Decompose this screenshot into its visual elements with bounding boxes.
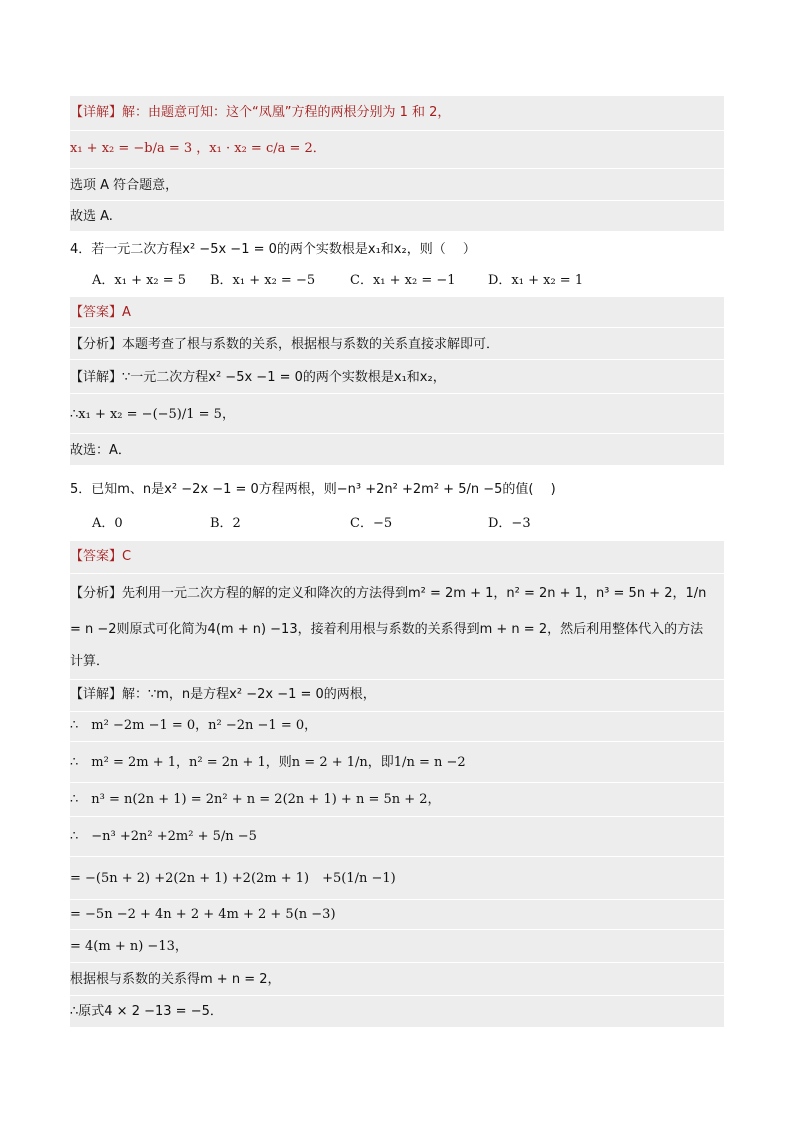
divider <box>70 816 724 817</box>
answer-label: 【答案】C <box>70 549 132 564</box>
detail-line: ∴ n³ = n(2n + 1) = 2n² + n = 2(2n + 1) + n = 5n + 2， <box>70 792 441 807</box>
formula-line: ∴x₁ + x₂ = −(−5)/1 = 5， <box>70 407 235 422</box>
option-b[interactable]: B．2 <box>210 516 241 531</box>
question-4-stem: 4．若一元二次方程x² −5x −1 = 0的两个实数根是x₁和x₂，则（ ） <box>70 242 476 257</box>
detail-line: = 4(m + n) −13， <box>70 939 188 954</box>
divider <box>70 168 724 169</box>
divider <box>70 711 724 712</box>
divider <box>70 359 724 360</box>
detail-line: 选项 A 符合题意， <box>70 178 179 193</box>
detail-line: 【详解】解：由题意可知：这个“凤凰”方程的两根分别为 1 和 2， <box>70 105 451 120</box>
analysis-line: 计算． <box>70 654 110 669</box>
detail-line: ∴ m² = 2m + 1，n² = 2n + 1，则n = 2 + 1/n，即1/n = n −2 <box>70 755 466 770</box>
option-a[interactable]: A．x₁ + x₂ = 5 <box>92 273 187 288</box>
option-b[interactable]: B．x₁ + x₂ = −5 <box>210 273 316 288</box>
analysis-line: 【分析】本题考查了根与系数的关系，根据根与系数的关系直接求解即可． <box>70 337 500 352</box>
detail-line: 故选 A. <box>70 209 113 224</box>
question-5-stem: 5．已知m、n是x² −2x −1 = 0方程两根，则−n³ +2n² +2m² + 5/n −5的值( ) <box>70 482 556 497</box>
answer-label: 【答案】A <box>70 305 131 320</box>
divider <box>70 200 724 201</box>
option-d[interactable]: D．x₁ + x₂ = 1 <box>488 273 584 288</box>
divider <box>70 393 724 394</box>
detail-line: 故选：A． <box>70 443 131 458</box>
formula-line: x₁ + x₂ = −b/a = 3 ，x₁ · x₂ = c/a = 2． <box>70 141 326 156</box>
analysis-line: 【分析】先利用一元二次方程的解的定义和降次的方法得到m² = 2m + 1，n² = 2n + 1，n³ = 5n + 2，1/n <box>70 586 707 601</box>
divider <box>70 130 724 131</box>
option-a[interactable]: A．0 <box>92 516 123 531</box>
option-c[interactable]: C．−5 <box>350 516 393 531</box>
divider <box>70 573 724 574</box>
option-c[interactable]: C．x₁ + x₂ = −1 <box>350 273 456 288</box>
detail-line: 根据根与系数的关系得m + n = 2， <box>70 972 281 987</box>
detail-line: 【详解】∵一元二次方程x² −5x −1 = 0的两个实数根是x₁和x₂， <box>70 370 446 385</box>
detail-line: = −(5n + 2) +2(2n + 1) +2(2m + 1) +5(1/n −1) <box>70 871 396 886</box>
divider <box>70 327 724 328</box>
analysis-line: = n −2则原式可化简为4(m + n) −13，接着利用根与系数的关系得到m + n = 2，然后利用整体代入的方法 <box>70 622 704 637</box>
detail-line: ∴原式4 × 2 −13 = −5． <box>70 1004 223 1019</box>
detail-line: 【详解】解：∵m，n是方程x² −2x −1 = 0的两根， <box>70 687 376 702</box>
divider <box>70 995 724 996</box>
divider <box>70 962 724 963</box>
detail-line: ∴ −n³ +2n² +2m² + 5/n −5 <box>70 829 257 844</box>
divider <box>70 899 724 900</box>
option-d[interactable]: D．−3 <box>488 516 531 531</box>
detail-line: ∴ m² −2m −1 = 0，n² −2n −1 = 0， <box>70 718 318 733</box>
detail-line: = −5n −2 + 4n + 2 + 4m + 2 + 5(n −3) <box>70 907 336 922</box>
divider <box>70 741 724 742</box>
divider <box>70 433 724 434</box>
divider <box>70 782 724 783</box>
divider <box>70 856 724 857</box>
divider <box>70 679 724 680</box>
divider <box>70 929 724 930</box>
